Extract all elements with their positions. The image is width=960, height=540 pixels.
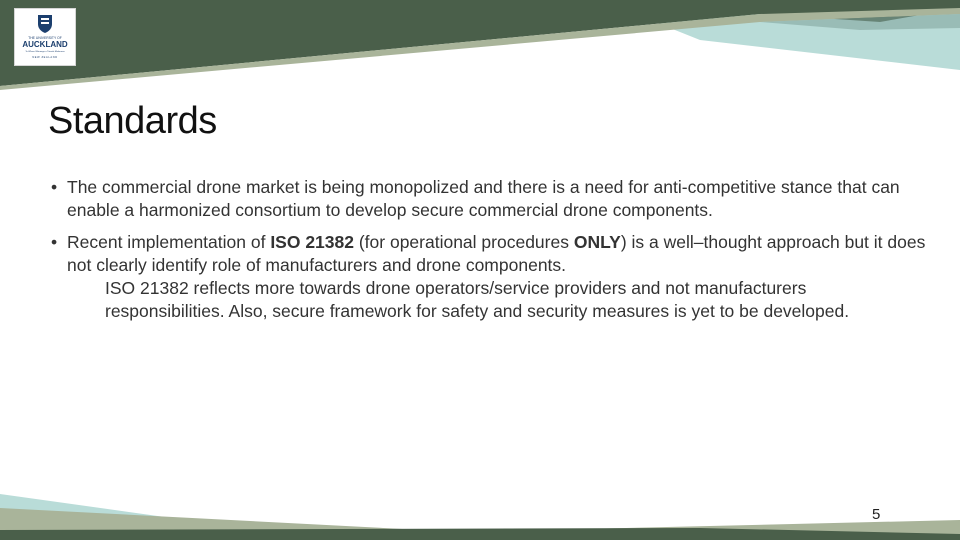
logo-line-2: AUCKLAND [22,40,68,49]
bullet-text-2-bold-only: ONLY [573,232,621,252]
bullet-text-1: The commercial drone market is being monopolized and there is a need for anti-competitive stance that can enable a harmonized consortium to develop secure commercial drone components. [67,177,900,220]
bullet-item-1 [48,176,928,222]
bullet-text-2-mid: (for operational procedures [353,232,574,252]
bullet-marker: • [51,177,58,197]
logo-crest-icon [15,9,75,65]
bullet-list [48,176,928,332]
page-number: 5 [872,506,881,523]
bullet-text-2-post: ) is a well–thought approach but it does not clearly identify role of manufacturers and drone components. [67,232,926,275]
slide-title: Standards [48,100,217,142]
university-logo [14,8,76,66]
bullet-subtext: ISO 21382 reflects more towards drone operators/service providers and not manufacturers responsibilities. Also, secure framework for safety and security measures is yet to be developed. [105,278,850,321]
bullet-text-2-pre: Recent implementation of [67,232,271,252]
bullet-marker: • [51,232,58,252]
bullet-item-2 [48,231,928,323]
logo-line-3: Te Whare Wānanga o Tāmaki Makaurau [25,51,65,53]
logo-line-1: THE UNIVERSITY OF [28,36,62,40]
logo-line-4: NEW ZEALAND [32,56,58,59]
bullet-text-2-bold-iso: ISO 21382 [270,232,354,252]
